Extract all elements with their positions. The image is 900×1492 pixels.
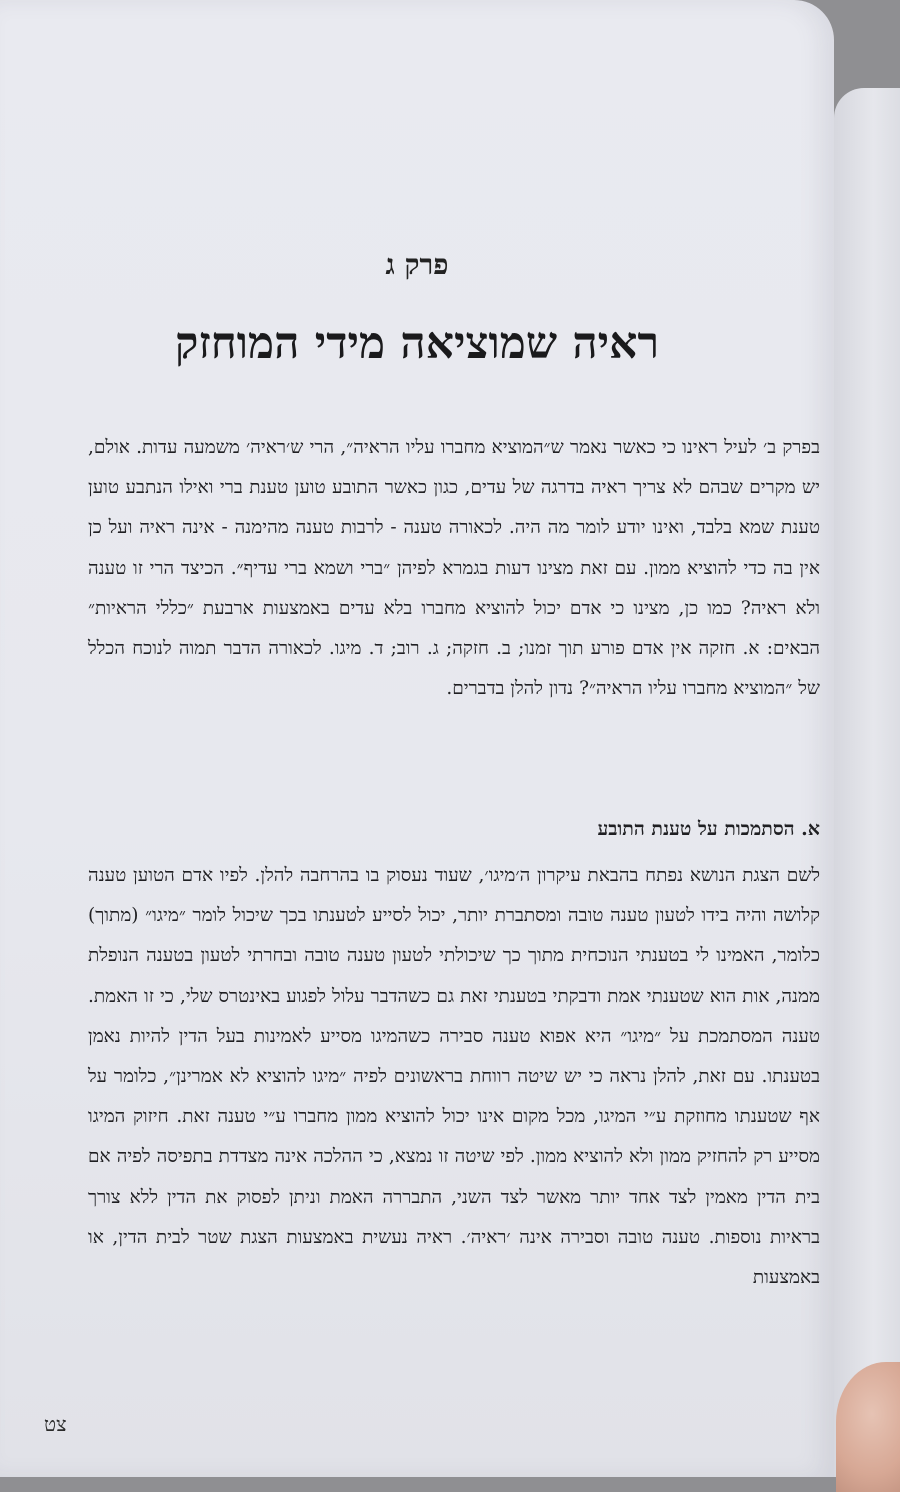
section-heading: א. הסתמכות על טענת התובע [597, 818, 820, 840]
section-paragraph-block [88, 856, 820, 1298]
book-page-right [834, 88, 900, 1477]
chapter-label: פרק ג [385, 248, 449, 281]
intro-paragraph: בפרק ב׳ לעיל ראינו כי כאשר נאמר ש״המוציא מחברו עליו הראיה״, הרי ש׳ראיה׳ משמעה עדות. אולם, יש מקרים שבהם לא צריך ראיה בדרגה של עדים, כגון כאשר התובע טוען טענת ברי ואילו הנתבע טוען טענת שמא בלבד, ואינו יודע לומר מה היה. לכאורה טענה - לרבות טענה מהימנה - אינה ראיה ועל כן אין בה כדי להוציא ממון. עם זאת מצינו דעות בגמרא לפיהן ״ברי ושמא ברי עדיף״. הכיצד הרי זו טענה ולא ראיה? כמו כן, מצינו כי אדם יכול להוציא מחברו בלא עדים באמצעות ארבעת ״כללי הראיות״ הבאים: א. חזקה אין אדם פורע תוך זמנו; ב. חזקה; ג. רוב; ד. מיגו. לכאורה הדבר תמוה לנוכח הכלל של ״המוציא מחברו עליו הראיה״? נדון להלן בדברים. [88, 437, 820, 700]
page-number: צט [44, 1412, 67, 1436]
chapter-title: ראיה שמוציאה מידי המוחזק [174, 318, 660, 369]
section-paragraph: לשם הצגת הנושא נפתח בהבאת עיקרון ה׳מיגו׳, שעוד נעסוק בו בהרחבה להלן. לפיו אדם הטוען טענה קלושה והיה בידו לטעון טענה טובה ומסתברת יותר, יכול לסייע לטענתו בכך שיכול לומר ״מיגו״ (מתוך) כלומר, האמינו לי בטענתי הנוכחית מתוך כך שיכולתי לטעון טענה טובה ובחרתי לטעון בטענה הנופלת ממנה, אות הוא שטענתי אמת ודבקתי בטענתי זאת גם כשהדבר עלול לפגוע באינטרס שלי, כי זו האמת. טענה המסתמכת על ״מיגו״ היא אפוא טענה סבירה כשהמיגו מסייע לאמינות בעל הדין להיות נאמן בטענתו. עם זאת, להלן נראה כי יש שיטה רווחת בראשונים לפיה ״מיגו להוציא לא אמרינן״, כלומר על אף שטענתו מחוזקת ע״י המיגו, מכל מקום אינו יכול להוציא ממון מחברו ע״י טענה זאת. חיזוק המיגו מסייע רק להחזיק ממון ולא להוציא ממון. לפי שיטה זו נמצא, כי ההלכה אינה מצדדת בתפיסה לפיה אם בית הדין מאמין לצד אחד יותר מאשר לצד השני, התבררה האמת וניתן לפסוק את הדין ללא צורך בראיות נוספות. טענה טובה וסבירה אינה ׳ראיה׳. ראיה נעשית באמצעות הצגת שטר לבית הדין, או באמצעות [88, 865, 820, 1289]
intro-paragraph-block [88, 428, 820, 709]
